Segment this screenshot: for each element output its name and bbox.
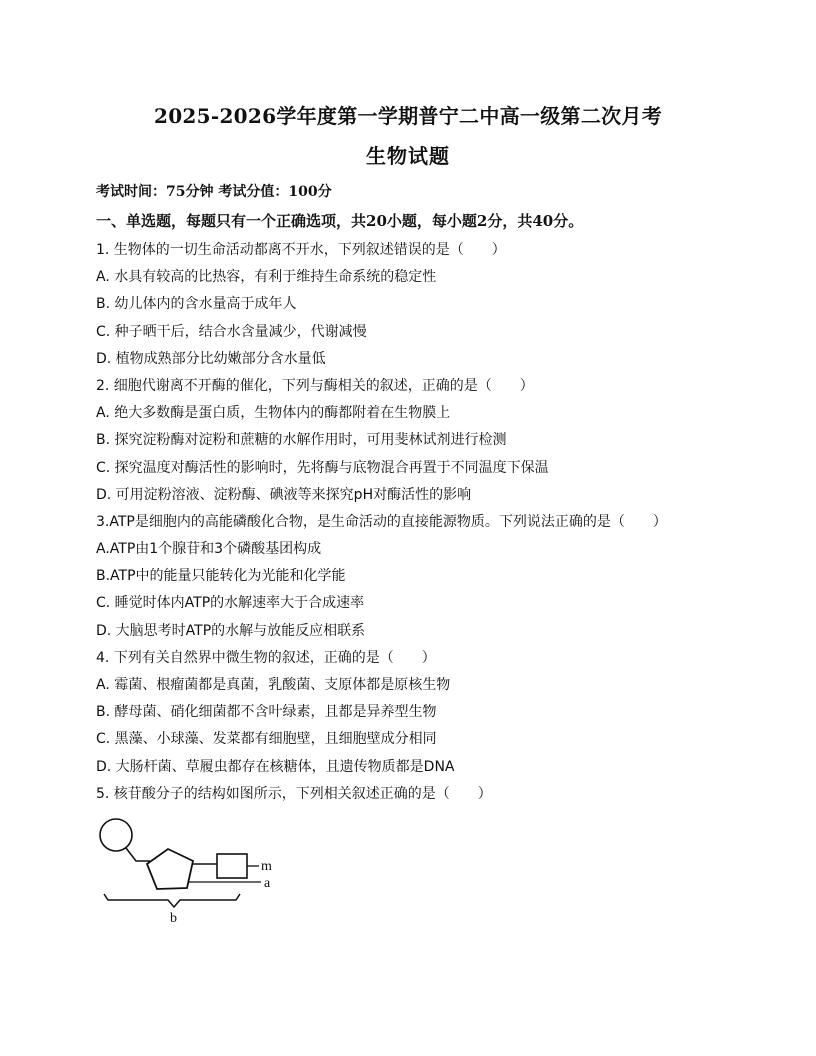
question-option: C. 黑藻、小球藻、发菜都有细胞壁，且细胞壁成分相同: [96, 731, 437, 748]
question-option: A. 绝大多数酶是蛋白质，生物体内的酶都附着在生物膜上: [96, 405, 451, 422]
question-stem: 4. 下列有关自然界中微生物的叙述，正确的是（ ）: [96, 649, 436, 666]
question-stem: 2. 细胞代谢离不开酶的催化，下列与酶相关的叙述，正确的是（ ）: [96, 377, 534, 394]
base-rectangle: [217, 854, 247, 878]
question-option: A. 霉菌、根瘤菌都是真菌，乳酸菌、支原体都是原核生物: [96, 677, 451, 693]
question-option: C. 种子晒干后，结合水含量减少，代谢减慢: [96, 323, 367, 340]
question-option: B. 酵母菌、硝化细菌都不含叶绿素，且都是异养型生物: [96, 704, 437, 721]
question-option: C. 睡觉时体内ATP的水解速率大于合成速率: [96, 595, 365, 612]
nucleotide-diagram: [96, 812, 296, 927]
phosphate-circle: [100, 819, 132, 851]
question-option: D. 大脑思考时ATP的水解与放能反应相联系: [96, 622, 366, 639]
pentose-sugar: [147, 849, 193, 889]
question-option: B. 探究淀粉酶对淀粉和蔗糖的水解作用时，可用斐林试剂进行检测: [96, 432, 507, 449]
question-stem: 3.ATP是细胞内的高能磷酸化合物，是生命活动的直接能源物质。下列说法正确的是（ ）: [96, 513, 667, 530]
question-option: A. 水具有较高的比热容，有利于维持生命系统的稳定性: [96, 269, 437, 286]
question-option: D. 可用淀粉溶液、淀粉酶、碘液等来探究pH对酶活性的影响: [96, 486, 472, 503]
exam-subject: 生物试题: [366, 144, 450, 168]
section-heading: 一、单选题，每题只有一个正确选项，共20小题，每小题2分，共40分。: [96, 212, 584, 230]
question-option: B. 幼儿体内的含水量高于成年人: [96, 296, 297, 313]
exam-info: 考试时间：75分钟 考试分值：100分: [96, 184, 332, 200]
brace-b: [104, 894, 240, 907]
question-list: [96, 240, 756, 811]
label-a: a: [264, 876, 271, 891]
question-stem: 1. 生物体的一切生命活动都离不开水，下列叙述错误的是（ ）: [96, 242, 506, 258]
phosphate-sugar-bond: [126, 848, 150, 861]
exam-title: 2025-2026学年度第一学期普宁二中高一级第二次月考: [153, 104, 663, 128]
question-option: C. 探究温度对酶活性的影响时，先将酶与底物混合再置于不同温度下保温: [96, 459, 549, 476]
question-option: D. 植物成熟部分比幼嫩部分含水量低: [96, 350, 326, 367]
question-option: D. 大肠杆菌、草履虫都存在核糖体，且遗传物质都是DNA: [96, 758, 455, 775]
label-b: b: [170, 911, 177, 926]
question-option: B.ATP中的能量只能转化为光能和化学能: [96, 568, 346, 585]
question-option: A.ATP由1个腺苷和3个磷酸基团构成: [96, 541, 322, 558]
label-m: m: [261, 859, 272, 874]
question-stem: 5. 核苷酸分子的结构如图所示，下列相关叙述正确的是（ ）: [96, 785, 492, 802]
